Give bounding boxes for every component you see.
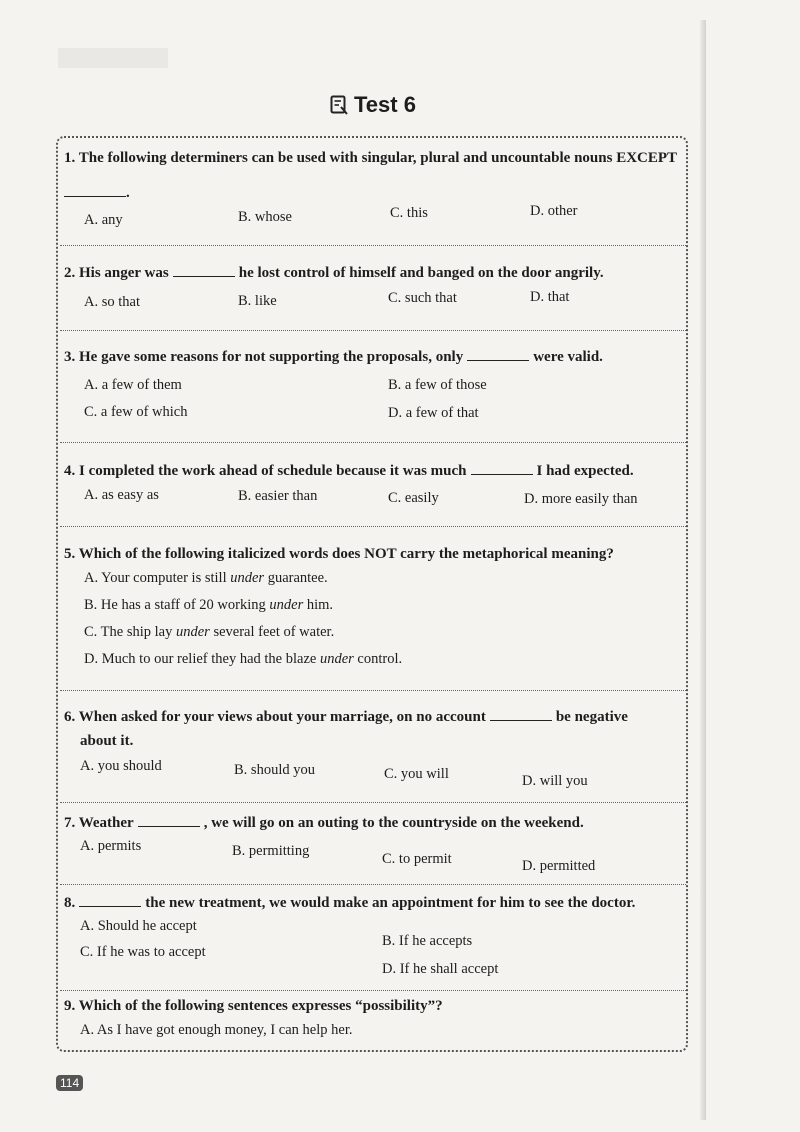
question-3-option-b: B. a few of those (388, 377, 487, 393)
separator (60, 442, 686, 443)
answer-blank (471, 460, 533, 475)
answer-blank (138, 812, 200, 827)
answer-blank (490, 706, 552, 721)
question-3-option-d: D. a few of that (388, 405, 479, 421)
separator (60, 990, 686, 991)
question-1: 1. The following determiners can be used with singular, plural and uncountable nouns EXCEPT . (64, 148, 688, 203)
page-edge (700, 20, 706, 1120)
page-number: 114 (56, 1075, 83, 1091)
question-4-option-b: B. easier than (238, 488, 318, 504)
question-7-option-b: B. permitting (232, 843, 310, 859)
question-2: 2. His anger was he lost control of himself and banged on the door angrily. (64, 262, 688, 283)
question-1-option-d: D. other (530, 203, 578, 219)
question-6-option-a: A. you should (80, 758, 162, 774)
question-1-option-b: B. whose (238, 209, 292, 225)
question-9: 9. Which of the following sentences expresses “possibility”? (64, 998, 443, 1014)
question-8: 8. the new treatment, we would make an appointment for him to see the doctor. (64, 892, 688, 913)
page-title-text: Test 6 (354, 92, 416, 117)
question-5: 5. Which of the following italicized words does NOT carry the metaphorical meaning? (64, 546, 614, 562)
question-7-option-d: D. permitted (522, 858, 596, 874)
question-8-option-c: C. If he was to accept (80, 944, 206, 960)
question-2-option-d: D. that (530, 289, 570, 305)
question-6: 6. When asked for your views about your marriage, on no account be negative about it. (64, 706, 688, 751)
answer-blank (79, 892, 141, 907)
question-7: 7. Weather , we will go on an outing to the countryside on the weekend. (64, 812, 688, 833)
separator (60, 245, 686, 246)
separator (60, 526, 686, 527)
question-6-option-c: C. you will (384, 766, 449, 782)
question-5-option-c: C. The ship lay under several feet of water. (84, 624, 335, 640)
question-5-option-a: A. Your computer is still under guarantee. (84, 570, 328, 586)
question-2-option-a: A. so that (84, 294, 140, 310)
question-3: 3. He gave some reasons for not supporting the proposals, only were valid. (64, 346, 688, 367)
question-8-option-d: D. If he shall accept (382, 961, 499, 977)
question-6-option-b: B. should you (234, 762, 315, 778)
separator (60, 802, 686, 803)
bleed-through-text (58, 48, 168, 68)
question-9-option-a: A. As I have got enough money, I can help her. (80, 1022, 353, 1038)
question-2-option-c: C. such that (388, 290, 457, 306)
question-4: 4. I completed the work ahead of schedule because it was much I had expected. (64, 460, 688, 481)
question-6-option-d: D. will you (522, 773, 588, 789)
answer-blank (64, 182, 126, 197)
question-3-option-c: C. a few of which (84, 404, 188, 420)
question-4-option-a: A. as easy as (84, 487, 159, 503)
question-5-option-d: D. Much to our relief they had the blaze under control. (84, 651, 403, 667)
test-document-icon (330, 95, 348, 115)
question-5-option-b: B. He has a staff of 20 working under him. (84, 597, 334, 613)
page-title (330, 92, 416, 118)
question-4-option-c: C. easily (388, 490, 439, 506)
question-8-option-a: A. Should he accept (80, 918, 197, 934)
question-8-option-b: B. If he accepts (382, 933, 473, 949)
question-4-option-d: D. more easily than (524, 491, 638, 507)
separator (60, 330, 686, 331)
question-7-option-a: A. permits (80, 838, 142, 854)
question-7-option-c: C. to permit (382, 851, 452, 867)
question-1-option-c: C. this (390, 205, 428, 221)
question-3-option-a: A. a few of them (84, 377, 182, 393)
separator (60, 690, 686, 691)
question-1-stem: 1. The following determiners can be used with singular, plural and uncountable nouns EXCEPT (64, 150, 678, 166)
separator (60, 884, 686, 885)
answer-blank (467, 346, 529, 361)
answer-blank (173, 262, 235, 277)
question-1-option-a: A. any (84, 212, 123, 228)
question-2-option-b: B. like (238, 293, 277, 309)
